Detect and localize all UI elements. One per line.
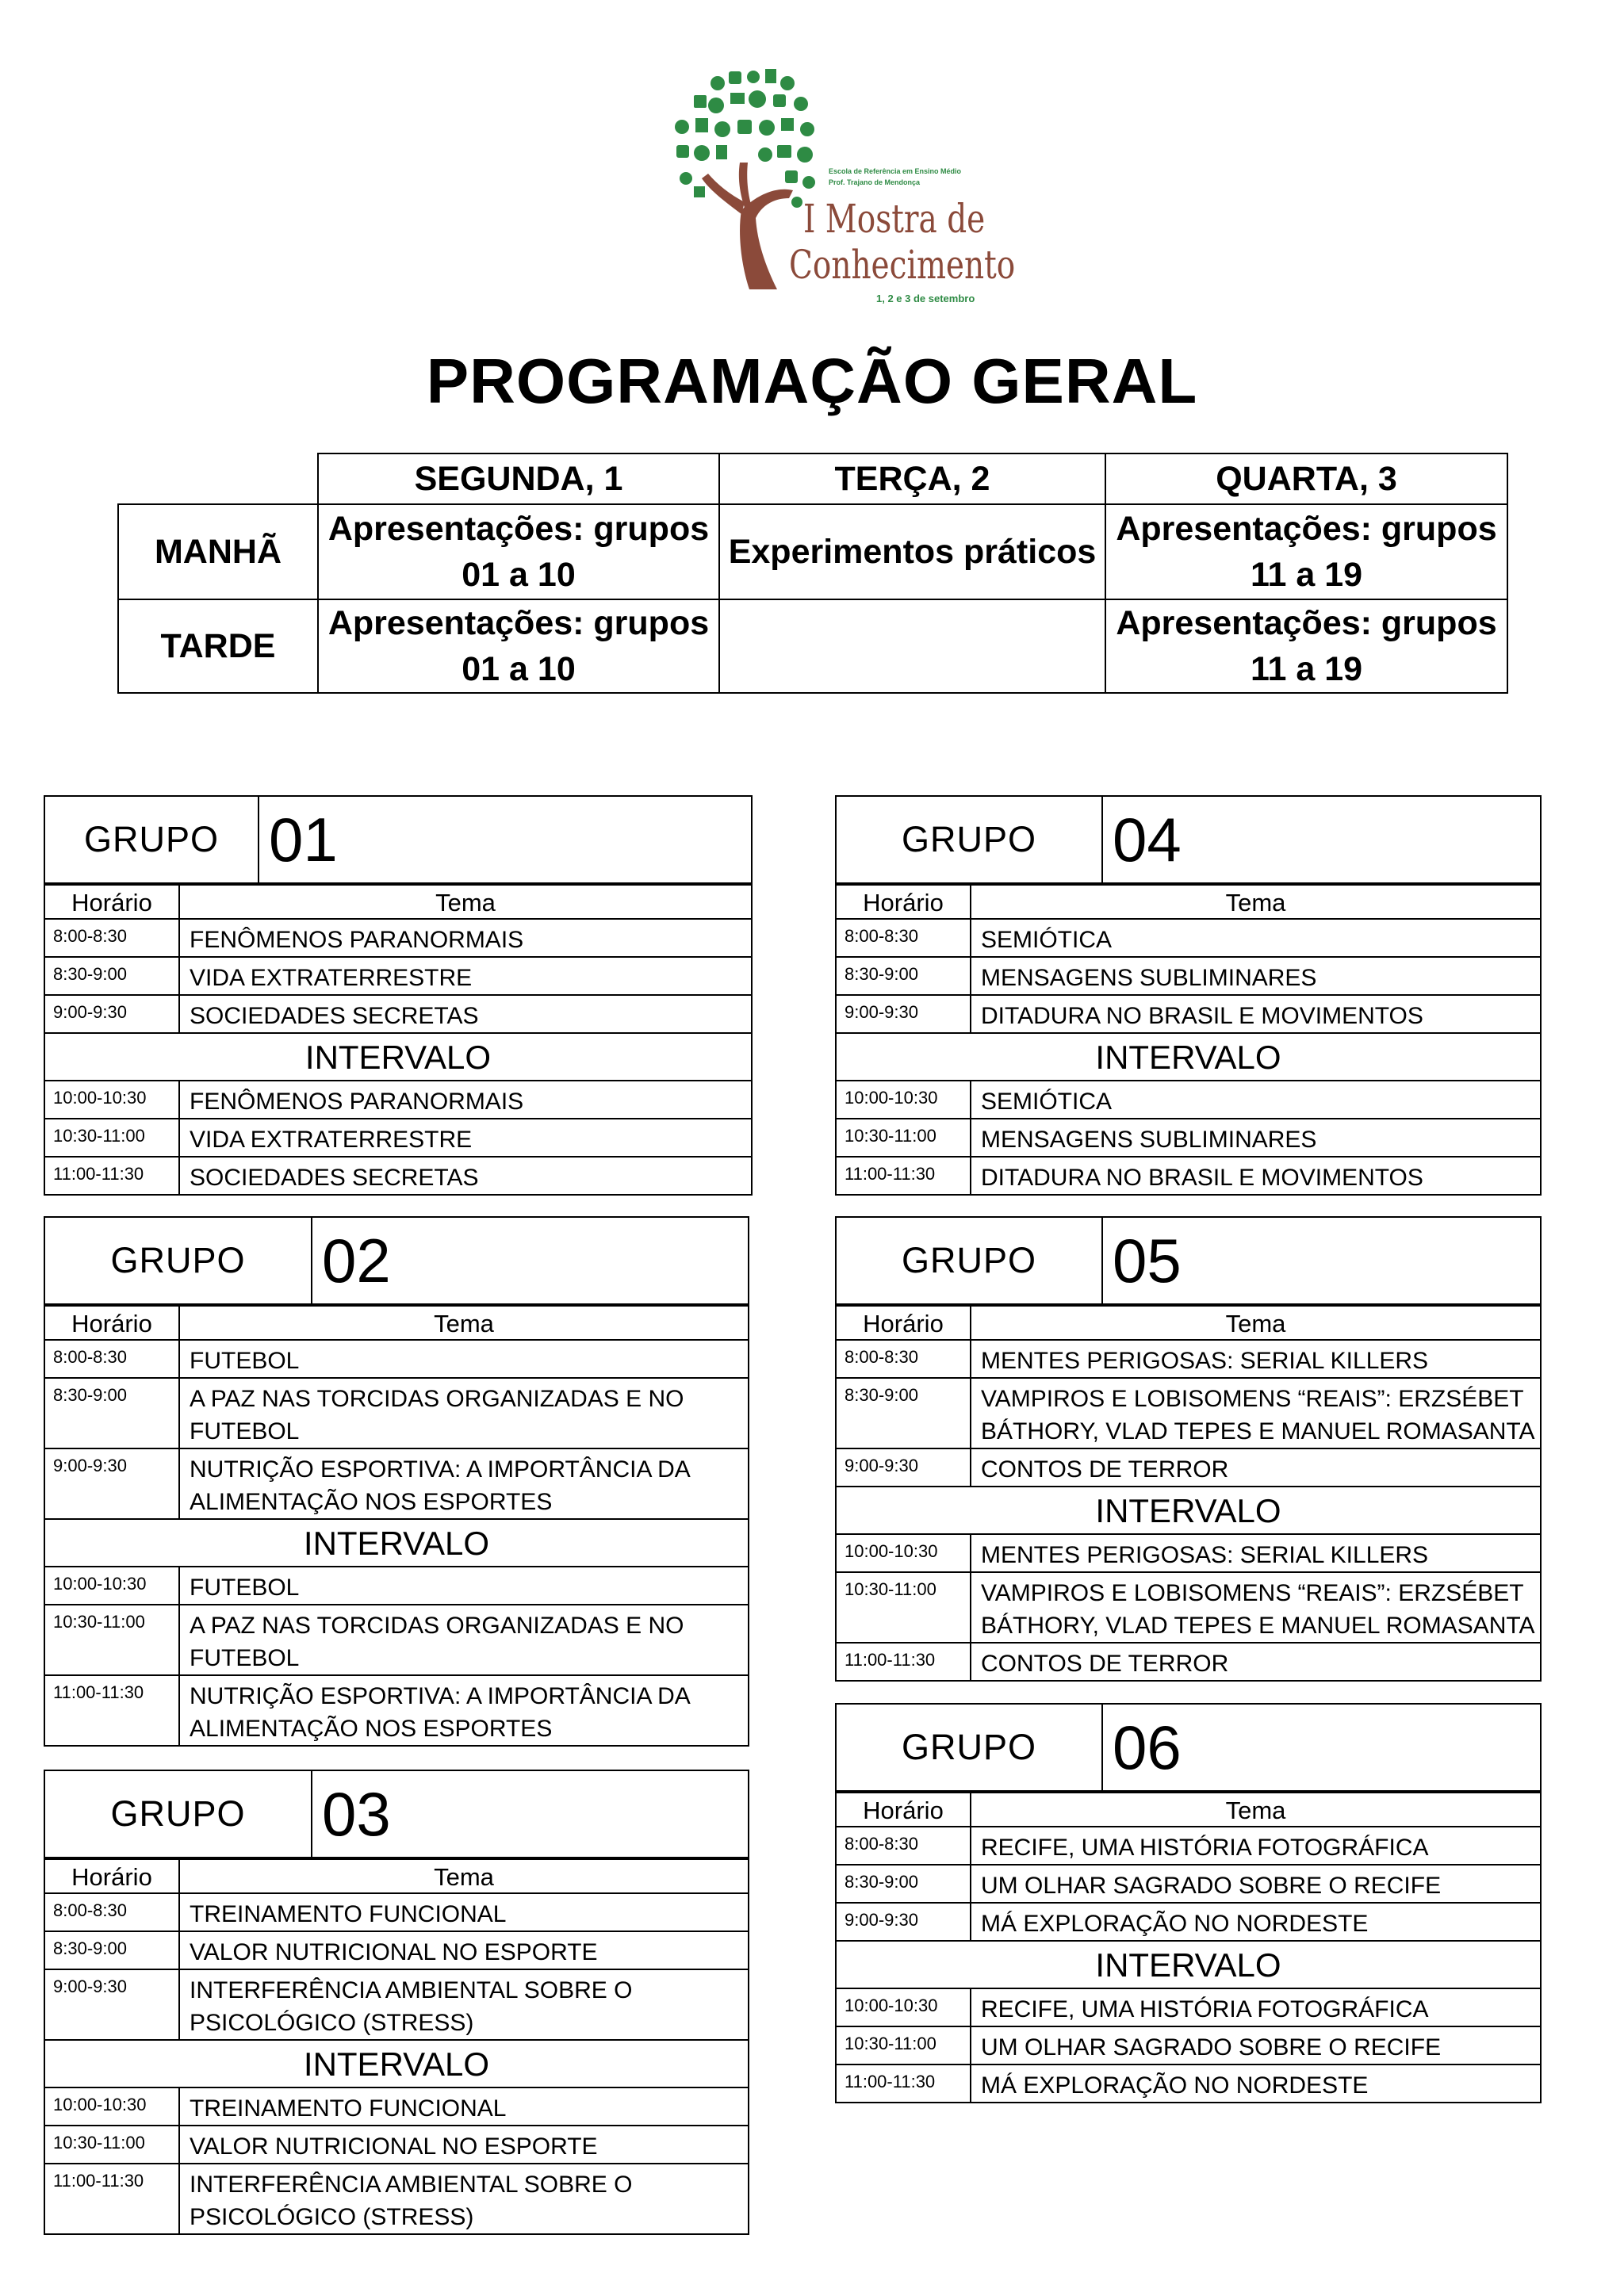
topic-text: MÁ EXPLORAÇÃO NO NORDESTE xyxy=(981,1911,1369,1937)
group-card-03 xyxy=(44,1770,749,2235)
topic-text: A PAZ NAS TORCIDAS ORGANIZADAS E NO xyxy=(190,1386,684,1412)
schedule-cell: Apresentações: grupos 11 a 19 xyxy=(1105,599,1507,693)
topic-text: VALOR NUTRICIONAL NO ESPORTE xyxy=(190,1939,598,1965)
topic-text: CONTOS DE TERROR xyxy=(981,1456,1229,1483)
group-header xyxy=(45,1218,748,1305)
topic-text: MÁ EXPLORAÇÃO NO NORDESTE xyxy=(981,2072,1369,2099)
time-slot: 8:00-8:30 xyxy=(45,919,179,957)
group-header xyxy=(837,1705,1540,1792)
group-header xyxy=(837,1218,1540,1305)
topic-cell xyxy=(971,995,1540,1033)
topic-cell xyxy=(971,1903,1540,1941)
topic-text: BÁTHORY, VLAD TEPES E MANUEL ROMASANTA xyxy=(981,1418,1535,1445)
interval-row xyxy=(45,1033,751,1081)
topic-text: DITADURA NO BRASIL E MOVIMENTOS xyxy=(981,1003,1423,1029)
topic-cell xyxy=(971,1572,1540,1643)
group-schedule-table xyxy=(837,884,1540,1194)
column-header-time: Horário xyxy=(837,885,971,919)
topic-text: MENSAGENS SUBLIMINARES xyxy=(981,1127,1317,1153)
general-schedule-row-morning xyxy=(118,504,1507,599)
topic-text: VIDA EXTRATERRESTRE xyxy=(190,965,473,991)
column-header-time: Horário xyxy=(45,1859,179,1893)
topic-text: FENÔMENOS PARANORMAIS xyxy=(190,927,524,953)
column-header-topic: Tema xyxy=(179,1306,748,1340)
schedule-row xyxy=(837,919,1540,957)
schedule-row xyxy=(45,1157,751,1194)
topic-cell xyxy=(179,1893,748,1931)
column-header-time: Horário xyxy=(837,1793,971,1827)
topic-cell xyxy=(179,1081,751,1119)
topic-cell xyxy=(179,1605,748,1675)
topic-cell xyxy=(971,1378,1540,1448)
group-schedule-table xyxy=(837,1792,1540,2102)
topic-text: CONTOS DE TERROR xyxy=(981,1651,1229,1677)
column-header-time: Horário xyxy=(837,1306,971,1340)
topic-text: UM OLHAR SAGRADO SOBRE O RECIFE xyxy=(981,2034,1442,2061)
topic-cell xyxy=(179,1378,748,1448)
schedule-row xyxy=(837,957,1540,995)
topic-cell xyxy=(971,1340,1540,1378)
interval-row xyxy=(837,1033,1540,1081)
time-slot: 8:30-9:00 xyxy=(45,1931,179,1969)
interval-label: INTERVALO xyxy=(45,1519,748,1567)
schedule-row xyxy=(45,1675,748,1745)
time-slot: 11:00-11:30 xyxy=(837,1643,971,1680)
topic-text: FENÔMENOS PARANORMAIS xyxy=(190,1089,524,1115)
time-slot: 8:30-9:00 xyxy=(45,1378,179,1448)
topic-text: PSICOLÓGICO (STRESS) xyxy=(190,2204,474,2230)
schedule-row xyxy=(45,919,751,957)
school-name-line2: Prof. Trajano de Mendonça xyxy=(829,178,921,186)
schedule-row xyxy=(837,1157,1540,1194)
interval-row xyxy=(837,1487,1540,1534)
topic-cell xyxy=(971,1988,1540,2026)
time-slot: 10:00-10:30 xyxy=(837,1534,971,1572)
time-slot: 10:30-11:00 xyxy=(45,1119,179,1157)
interval-row xyxy=(45,1519,748,1567)
column-header-time: Horário xyxy=(45,885,179,919)
topic-cell xyxy=(179,1675,748,1745)
interval-row xyxy=(837,1941,1540,1988)
schedule-row xyxy=(837,1081,1540,1119)
day-header-monday: SEGUNDA, 1 xyxy=(318,453,719,504)
time-slot: 10:30-11:00 xyxy=(45,2126,179,2164)
interval-label: INTERVALO xyxy=(837,1487,1540,1534)
schedule-row xyxy=(837,2064,1540,2102)
schedule-row xyxy=(837,1988,1540,2026)
topic-cell xyxy=(179,919,751,957)
column-header-topic: Tema xyxy=(971,885,1540,919)
schedule-row xyxy=(45,1081,751,1119)
topic-cell xyxy=(971,1119,1540,1157)
schedule-row xyxy=(837,1534,1540,1572)
topic-cell xyxy=(179,2126,748,2164)
topic-cell xyxy=(179,1157,751,1194)
group-label: GRUPO xyxy=(837,1218,1103,1303)
topic-text: PSICOLÓGICO (STRESS) xyxy=(190,2010,474,2036)
time-slot: 9:00-9:30 xyxy=(837,1903,971,1941)
topic-text: INTERFERÊNCIA AMBIENTAL SOBRE O xyxy=(190,2172,633,2198)
schedule-row xyxy=(837,2026,1540,2064)
group-label: GRUPO xyxy=(837,797,1103,882)
group-number: 01 xyxy=(269,804,338,874)
schedule-cell: Apresentações: grupos 11 a 19 xyxy=(1105,504,1507,599)
schedule-row xyxy=(45,1448,748,1519)
group-card-05 xyxy=(835,1216,1542,1682)
schedule-row xyxy=(837,1572,1540,1643)
column-header-row xyxy=(837,1306,1540,1340)
empty-corner-cell xyxy=(118,453,318,504)
topic-cell xyxy=(179,2087,748,2126)
topic-cell xyxy=(971,1157,1540,1194)
schedule-row xyxy=(45,1567,748,1605)
topic-text: VAMPIROS E LOBISOMENS “REAIS”: ERZSÉBET xyxy=(981,1580,1524,1606)
column-header-topic: Tema xyxy=(179,885,751,919)
time-slot: 11:00-11:30 xyxy=(45,2164,179,2233)
topic-cell xyxy=(971,1534,1540,1572)
time-slot: 8:00-8:30 xyxy=(837,919,971,957)
time-slot: 9:00-9:30 xyxy=(837,995,971,1033)
topic-text: BÁTHORY, VLAD TEPES E MANUEL ROMASANTA xyxy=(981,1613,1535,1639)
group-label: GRUPO xyxy=(45,1218,312,1303)
interval-label: INTERVALO xyxy=(837,1033,1540,1081)
time-slot: 11:00-11:30 xyxy=(837,1157,971,1194)
topic-cell xyxy=(971,1827,1540,1865)
schedule-row xyxy=(837,1119,1540,1157)
group-number: 06 xyxy=(1113,1712,1182,1782)
time-slot: 8:30-9:00 xyxy=(837,957,971,995)
schedule-row xyxy=(837,1643,1540,1680)
group-label: GRUPO xyxy=(45,797,259,882)
topic-text: VIDA EXTRATERRESTRE xyxy=(190,1127,473,1153)
time-slot: 8:30-9:00 xyxy=(837,1865,971,1903)
column-header-topic: Tema xyxy=(179,1859,748,1893)
topic-cell xyxy=(971,1643,1540,1680)
topic-text: NUTRIÇÃO ESPORTIVA: A IMPORTÂNCIA DA xyxy=(190,1456,691,1483)
time-slot: 11:00-11:30 xyxy=(837,2064,971,2102)
topic-text: RECIFE, UMA HISTÓRIA FOTOGRÁFICA xyxy=(981,1996,1429,2022)
column-header-row xyxy=(45,1859,748,1893)
schedule-row xyxy=(837,995,1540,1033)
schedule-cell: Apresentações: grupos 01 a 10 xyxy=(318,599,719,693)
topic-text: VAMPIROS E LOBISOMENS “REAIS”: ERZSÉBET xyxy=(981,1386,1524,1412)
day-header-tuesday: TERÇA, 2 xyxy=(719,453,1105,504)
schedule-cell: Apresentações: grupos 01 a 10 xyxy=(318,504,719,599)
time-slot: 9:00-9:30 xyxy=(45,1969,179,2040)
group-card-01 xyxy=(44,795,753,1196)
topic-cell xyxy=(971,919,1540,957)
time-slot: 9:00-9:30 xyxy=(45,995,179,1033)
topic-text: FUTEBOL xyxy=(190,1575,300,1601)
time-slot: 10:30-11:00 xyxy=(837,2026,971,2064)
topic-text: RECIFE, UMA HISTÓRIA FOTOGRÁFICA xyxy=(981,1835,1429,1861)
topic-cell xyxy=(971,2064,1540,2102)
topic-text: ALIMENTAÇÃO NOS ESPORTES xyxy=(190,1489,553,1515)
group-header xyxy=(45,797,751,884)
schedule-cell: Experimentos práticos xyxy=(719,504,1105,599)
event-dates: 1, 2 e 3 de setembro xyxy=(876,293,975,304)
topic-text: VALOR NUTRICIONAL NO ESPORTE xyxy=(190,2133,598,2160)
column-header-row xyxy=(837,1793,1540,1827)
time-slot: 8:00-8:30 xyxy=(837,1340,971,1378)
schedule-row xyxy=(837,1340,1540,1378)
column-header-row xyxy=(45,1306,748,1340)
group-schedule-table xyxy=(45,1305,748,1745)
interval-label: INTERVALO xyxy=(45,1033,751,1081)
topic-cell xyxy=(179,1448,748,1519)
topic-text: FUTEBOL xyxy=(190,1418,300,1445)
time-slot: 10:00-10:30 xyxy=(837,1081,971,1119)
schedule-row xyxy=(45,1893,748,1931)
event-logo xyxy=(646,52,1016,321)
group-header xyxy=(45,1771,748,1858)
time-slot: 10:00-10:30 xyxy=(45,1081,179,1119)
group-header xyxy=(837,797,1540,884)
time-slot: 8:30-9:00 xyxy=(45,957,179,995)
topic-text: FUTEBOL xyxy=(190,1645,300,1671)
group-card-04 xyxy=(835,795,1542,1196)
topic-text: MENTES PERIGOSAS: SERIAL KILLERS xyxy=(981,1542,1429,1568)
topic-text: SOCIEDADES SECRETAS xyxy=(190,1165,479,1191)
event-title-line2: Conhecimento xyxy=(789,242,1016,288)
interval-label: INTERVALO xyxy=(45,2040,748,2087)
topic-text: INTERFERÊNCIA AMBIENTAL SOBRE O xyxy=(190,1977,633,2003)
schedule-row xyxy=(837,1378,1540,1448)
time-slot: 9:00-9:30 xyxy=(45,1448,179,1519)
topic-cell xyxy=(179,1567,748,1605)
topic-cell xyxy=(971,1448,1540,1487)
group-number: 04 xyxy=(1113,804,1182,874)
period-label-morning: MANHÃ xyxy=(118,504,318,599)
time-slot: 10:00-10:30 xyxy=(45,1567,179,1605)
group-number: 05 xyxy=(1113,1225,1182,1295)
time-slot: 8:00-8:30 xyxy=(45,1340,179,1378)
group-card-06 xyxy=(835,1703,1542,2103)
interval-row xyxy=(45,2040,748,2087)
time-slot: 10:00-10:30 xyxy=(45,2087,179,2126)
time-slot: 8:00-8:30 xyxy=(837,1827,971,1865)
topic-cell xyxy=(971,2026,1540,2064)
schedule-row xyxy=(837,1448,1540,1487)
topic-text: A PAZ NAS TORCIDAS ORGANIZADAS E NO xyxy=(190,1613,684,1639)
topic-text: ALIMENTAÇÃO NOS ESPORTES xyxy=(190,1716,553,1742)
column-header-topic: Tema xyxy=(971,1306,1540,1340)
column-header-topic: Tema xyxy=(971,1793,1540,1827)
time-slot: 11:00-11:30 xyxy=(45,1675,179,1745)
topic-cell xyxy=(179,2164,748,2233)
group-schedule-table xyxy=(45,884,751,1194)
schedule-row xyxy=(45,1119,751,1157)
period-label-afternoon: TARDE xyxy=(118,599,318,693)
schedule-row xyxy=(45,1605,748,1675)
column-header-row xyxy=(45,885,751,919)
school-name-line1: Escola de Referência em Ensino Médio xyxy=(829,167,962,175)
time-slot: 8:00-8:30 xyxy=(45,1893,179,1931)
time-slot: 10:30-11:00 xyxy=(837,1119,971,1157)
time-slot: 10:00-10:30 xyxy=(837,1988,971,2026)
schedule-row xyxy=(45,2087,748,2126)
topic-text: MENTES PERIGOSAS: SERIAL KILLERS xyxy=(981,1348,1429,1374)
topic-cell xyxy=(971,1865,1540,1903)
topic-cell xyxy=(179,1969,748,2040)
topic-text: SEMIÓTICA xyxy=(981,927,1113,953)
topic-text: NUTRIÇÃO ESPORTIVA: A IMPORTÂNCIA DA xyxy=(190,1683,691,1709)
topic-cell xyxy=(971,957,1540,995)
topic-cell xyxy=(179,1931,748,1969)
group-number: 02 xyxy=(322,1225,391,1295)
event-title-line1: I Mostra de xyxy=(803,196,986,242)
general-schedule-row-afternoon xyxy=(118,599,1507,693)
page-title: PROGRAMAÇÃO GERAL xyxy=(426,346,1198,416)
topic-text: TREINAMENTO FUNCIONAL xyxy=(190,1901,507,1927)
time-slot: 8:30-9:00 xyxy=(837,1378,971,1448)
time-slot: 10:30-11:00 xyxy=(837,1572,971,1643)
topic-text: MENSAGENS SUBLIMINARES xyxy=(981,965,1317,991)
topic-cell xyxy=(179,957,751,995)
schedule-row xyxy=(45,1340,748,1378)
topic-text: FUTEBOL xyxy=(190,1348,300,1374)
interval-label: INTERVALO xyxy=(837,1941,1540,1988)
schedule-row xyxy=(45,995,751,1033)
topic-text: SEMIÓTICA xyxy=(981,1089,1113,1115)
topic-cell xyxy=(179,1119,751,1157)
general-schedule-table xyxy=(117,453,1508,694)
column-header-row xyxy=(837,885,1540,919)
topic-cell xyxy=(179,1340,748,1378)
group-label: GRUPO xyxy=(45,1771,312,1857)
schedule-row xyxy=(45,1931,748,1969)
group-card-02 xyxy=(44,1216,749,1747)
general-schedule-header-row xyxy=(118,453,1507,504)
schedule-cell-empty xyxy=(719,599,1105,693)
schedule-row xyxy=(45,1969,748,2040)
schedule-row xyxy=(837,1903,1540,1941)
day-header-wednesday: QUARTA, 3 xyxy=(1105,453,1507,504)
schedule-row xyxy=(837,1865,1540,1903)
time-slot: 11:00-11:30 xyxy=(45,1157,179,1194)
schedule-row xyxy=(837,1827,1540,1865)
topic-text: TREINAMENTO FUNCIONAL xyxy=(190,2095,507,2122)
topic-cell xyxy=(179,995,751,1033)
group-schedule-table xyxy=(45,1858,748,2233)
group-schedule-table xyxy=(837,1305,1540,1680)
schedule-row xyxy=(45,1378,748,1448)
schedule-row xyxy=(45,957,751,995)
schedule-row xyxy=(45,2164,748,2233)
topic-text: SOCIEDADES SECRETAS xyxy=(190,1003,479,1029)
time-slot: 9:00-9:30 xyxy=(837,1448,971,1487)
time-slot: 10:30-11:00 xyxy=(45,1605,179,1675)
column-header-time: Horário xyxy=(45,1306,179,1340)
topic-text: UM OLHAR SAGRADO SOBRE O RECIFE xyxy=(981,1873,1442,1899)
topic-cell xyxy=(971,1081,1540,1119)
group-label: GRUPO xyxy=(837,1705,1103,1790)
group-number: 03 xyxy=(322,1778,391,1849)
schedule-row xyxy=(45,2126,748,2164)
topic-text: DITADURA NO BRASIL E MOVIMENTOS xyxy=(981,1165,1423,1191)
